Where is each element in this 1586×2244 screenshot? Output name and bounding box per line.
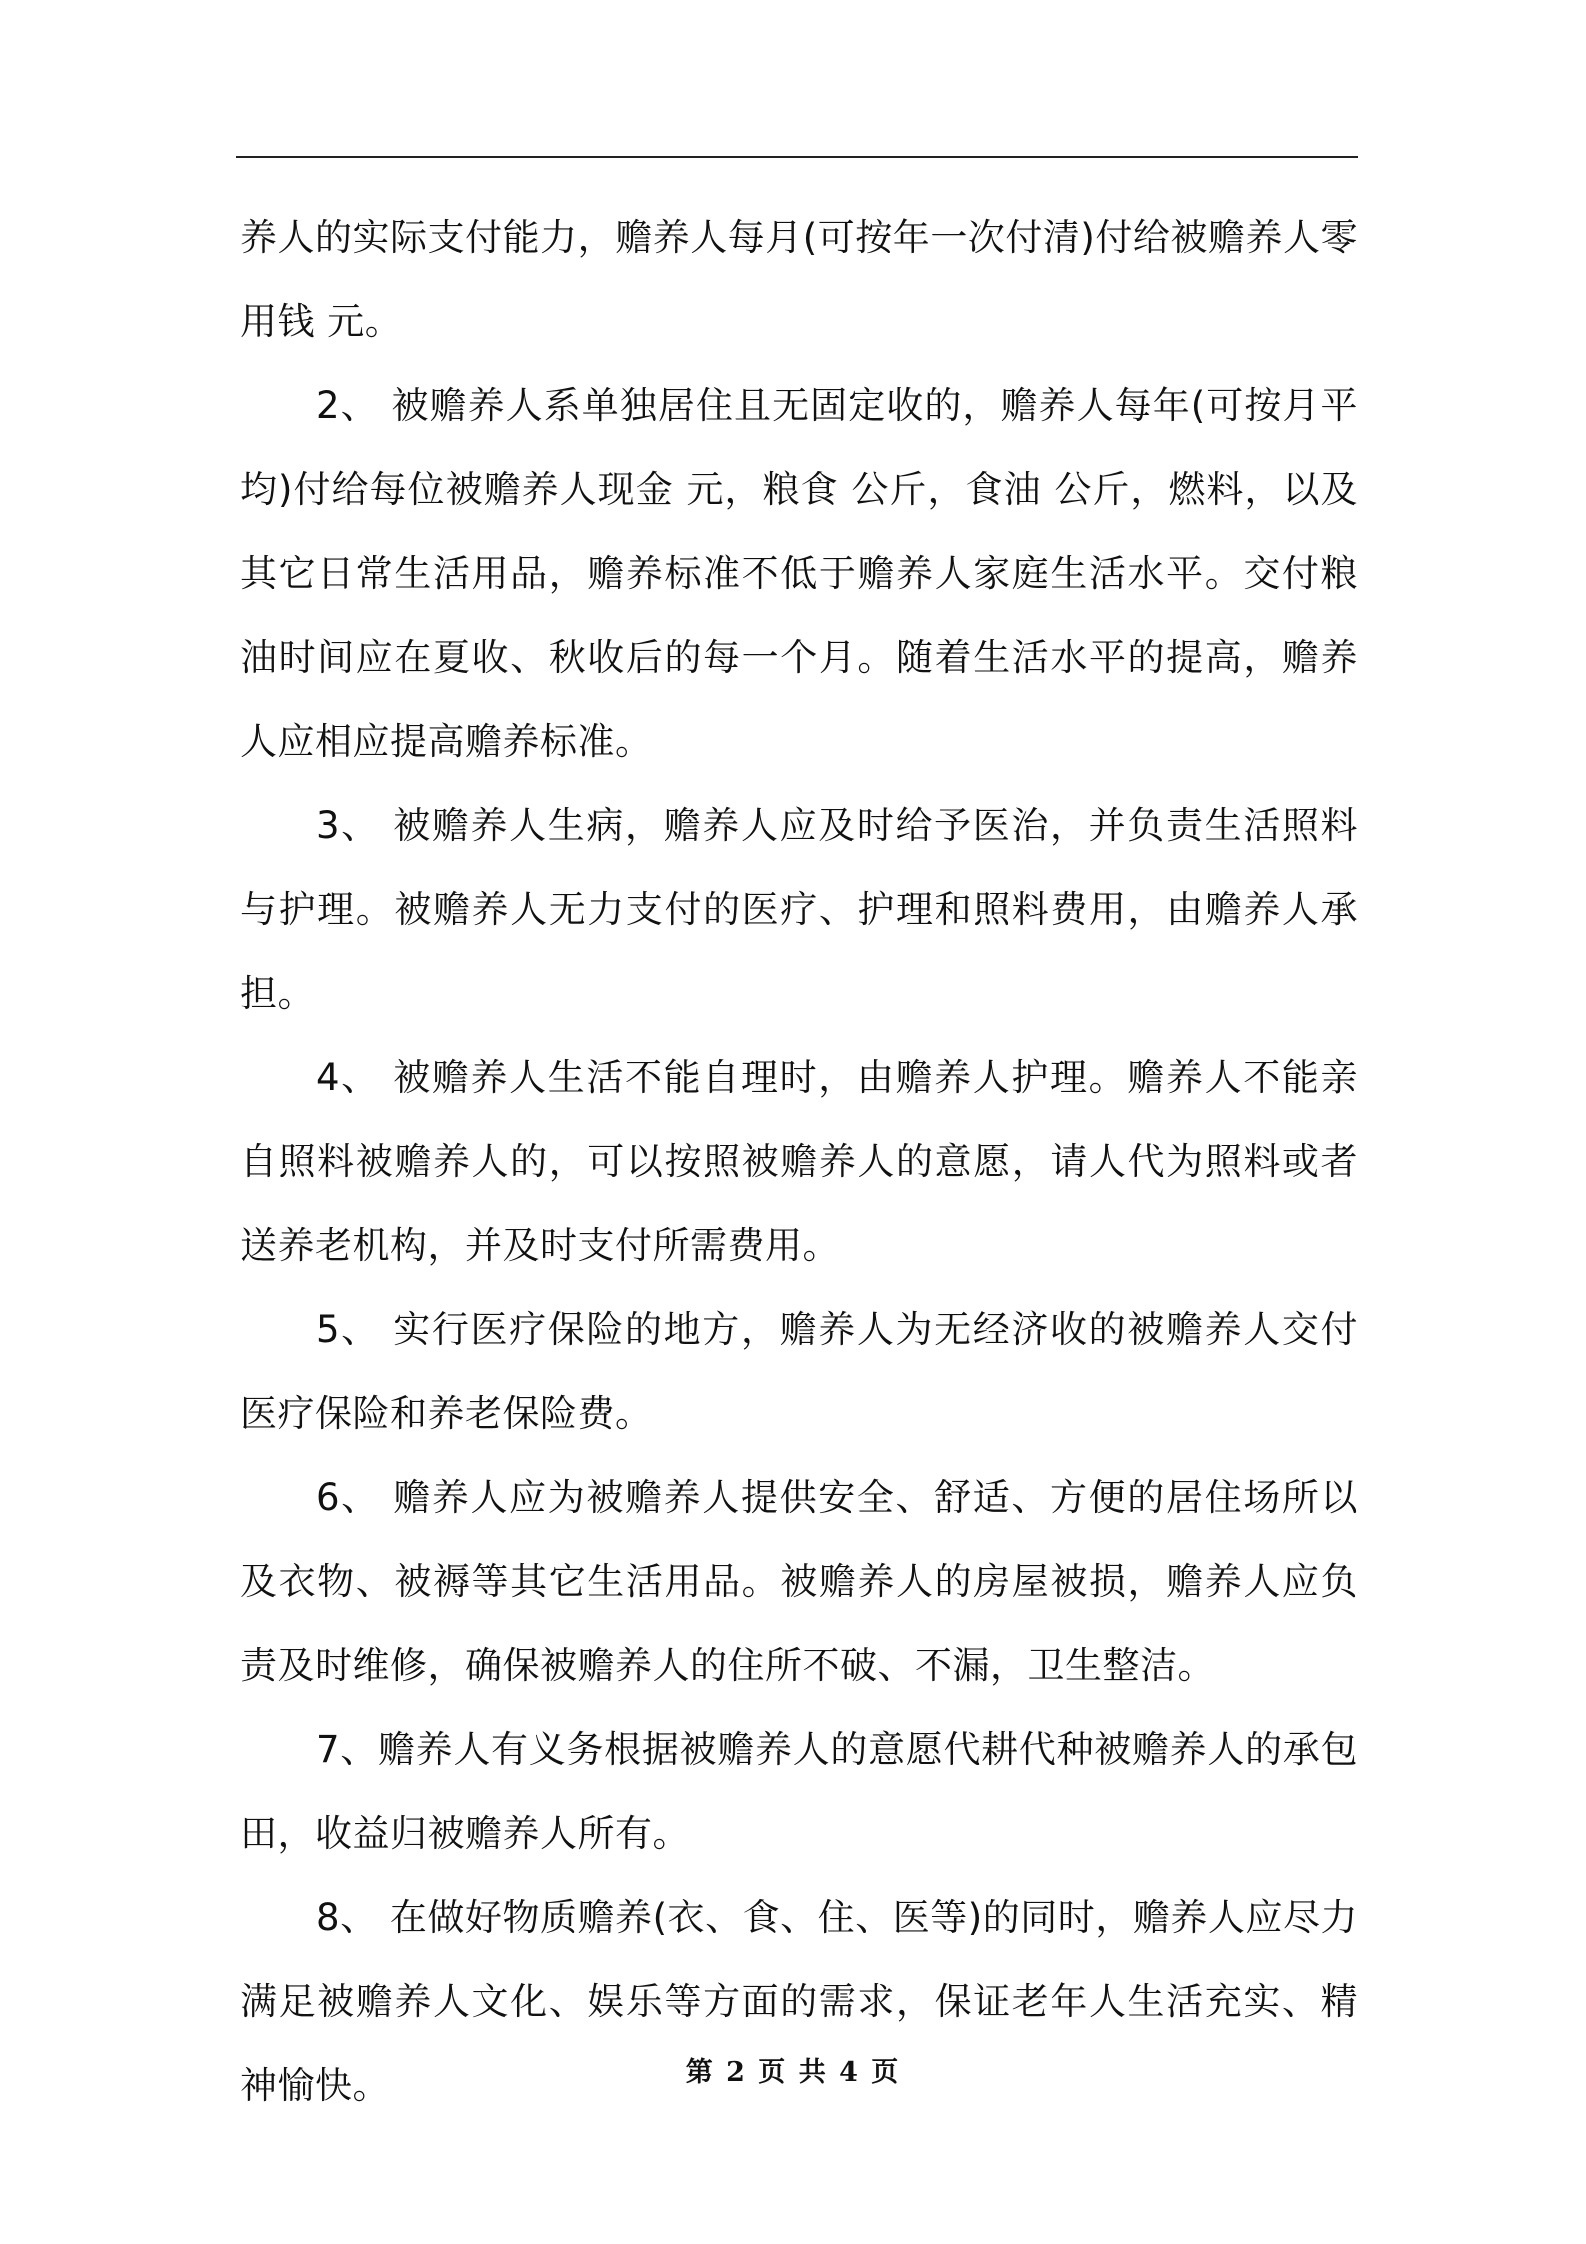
header-rule: [236, 156, 1358, 158]
page-number-footer: 第 2 页 共 4 页: [685, 2057, 901, 2088]
paragraph-item-4: 4、 被赡养人生活不能自理时，由赡养人护理。赡养人不能亲自照料被赡养人的，可以按照被赡养人的意愿，请人代为照料或者送养老机构，并及时支付所需费用。: [240, 1056, 1358, 1267]
paragraph-continuation: 养人的实际支付能力，赡养人每月(可按年一次付清)付给被赡养人零用钱 元。: [240, 216, 1358, 343]
document-body: [240, 196, 1358, 2128]
paragraph-item-8: 8、 在做好物质赡养(衣、食、住、医等)的同时，赡养人应尽力满足被赡养人文化、娱乐等方面的需求，保证老年人生活充实、精神愉快。: [240, 1896, 1358, 2107]
paragraph-item-3: 3、 被赡养人生病，赡养人应及时给予医治，并负责生活照料与护理。被赡养人无力支付的医疗、护理和照料费用，由赡养人承担。: [240, 804, 1358, 1015]
paragraph-item-2: 2、 被赡养人系单独居住且无固定收的，赡养人每年(可按月平均)付给每位被赡养人现金 元，粮食 公斤，食油 公斤，燃料，以及其它日常生活用品，赡养标准不低于赡养人家庭生活水平。交付粮油时间应在夏收、秋收后的每一个月。随着生活水平的提高，赡养人应相应提高赡养标准。: [240, 384, 1358, 763]
paragraph-item-7: 7、赡养人有义务根据被赡养人的意愿代耕代种被赡养人的承包田，收益归被赡养人所有。: [240, 1728, 1358, 1855]
paragraph-item-5: 5、 实行医疗保险的地方，赡养人为无经济收的被赡养人交付医疗保险和养老保险费。: [240, 1308, 1358, 1435]
paragraph-item-6: 6、 赡养人应为被赡养人提供安全、舒适、方便的居住场所以及衣物、被褥等其它生活用品。被赡养人的房屋被损，赡养人应负责及时维修，确保被赡养人的住所不破、不漏，卫生整洁。: [240, 1476, 1358, 1687]
